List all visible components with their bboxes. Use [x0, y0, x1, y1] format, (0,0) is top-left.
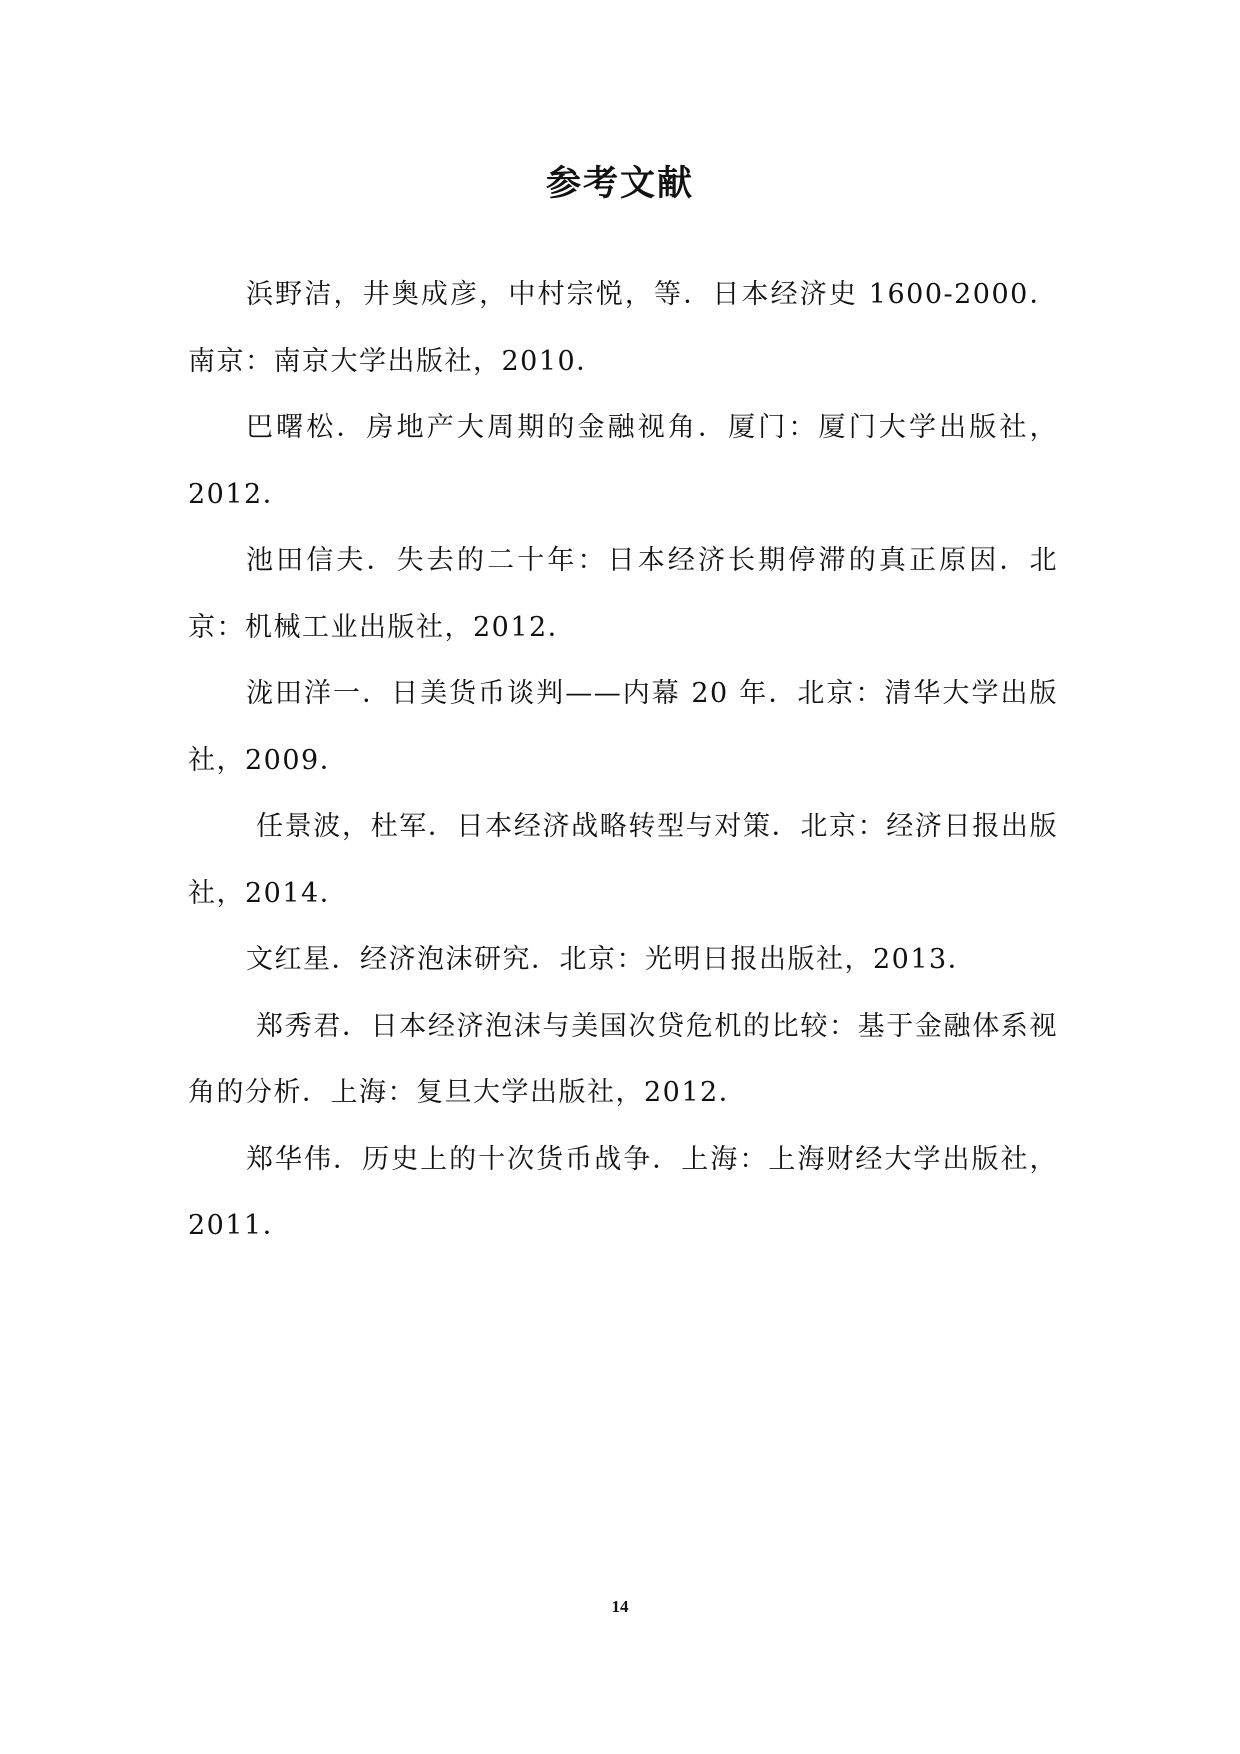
reference-item: 文红星．经济泡沫研究．北京：光明日报出版社，2013． [246, 944, 977, 975]
reference-item: 巴曙松．房地产大周期的金融视角．厦门：厦门大学出版社，2012． [188, 412, 1058, 510]
page-title: 参考文献 [545, 164, 694, 204]
reference-item: 郑秀君．日本经济泡沫与美国次贷危机的比较：基于金融体系视角的分析．上海：复旦大学出版社，2012． [188, 1010, 1058, 1108]
reference-item: 郑华伟．历史上的十次货币战争．上海：上海财经大学出版社，2011． [188, 1143, 1058, 1241]
reference-item: 泷田洋一．日美货币谈判——内幕 20 年．北京：清华大学出版社，2009． [188, 678, 1058, 776]
reference-item: 浜野洁，井奥成彦，中村宗悦，等．日本经济史 1600-2000．南京：南京大学出版社，2010． [188, 279, 1058, 377]
reference-item: 池田信夫．失去的二十年：日本经济长期停滞的真正原因．北京：机械工业出版社，2012． [188, 545, 1058, 643]
reference-item: 任景波，杜军．日本经济战略转型与对策．北京：经济日报出版社，2014． [188, 811, 1058, 909]
page-number: 14 [611, 1597, 629, 1616]
reference-list [188, 262, 1058, 1260]
